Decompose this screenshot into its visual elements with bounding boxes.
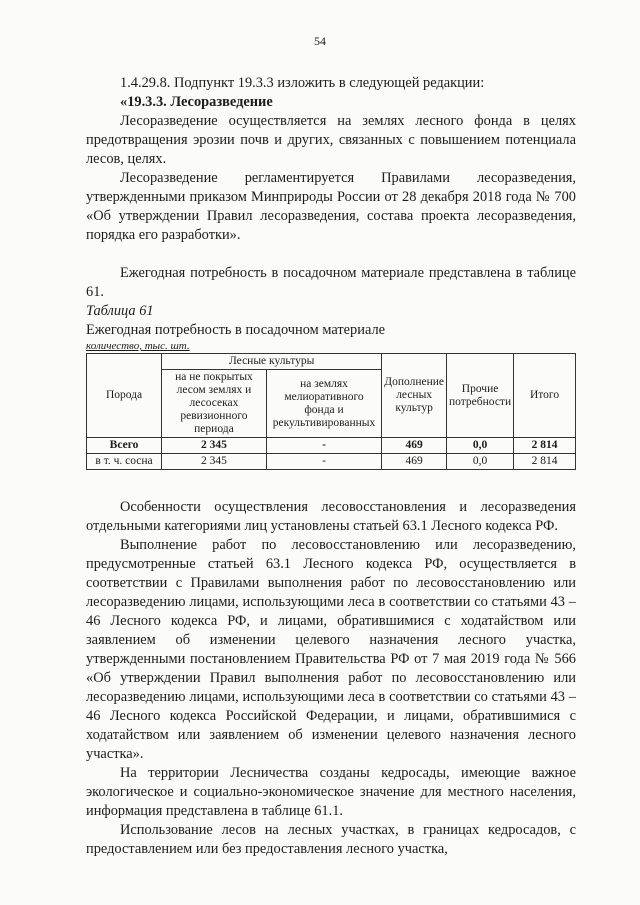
cell-breed: Всего bbox=[87, 438, 162, 454]
paragraph: Лесоразведение осуществляется на землях лесного фонда в целях предотвращения эрозии почв и других, связанных с повышением потенциала лесов, целях. bbox=[86, 113, 576, 167]
table-row bbox=[87, 454, 576, 470]
table-units: количество, тыс. шт. bbox=[86, 340, 190, 352]
table-label: Таблица 61 bbox=[86, 303, 154, 319]
cell-uncovered: 2 345 bbox=[162, 454, 267, 470]
header-breed: Порода bbox=[87, 354, 162, 438]
header-other: Прочие потребности bbox=[447, 354, 514, 438]
cell-other: 0,0 bbox=[447, 454, 514, 470]
header-additional: Дополнение лесных культур bbox=[382, 354, 447, 438]
table-row bbox=[87, 438, 576, 454]
amendment-line: 1.4.29.8. Подпункт 19.3.3 изложить в следующей редакции: bbox=[120, 75, 485, 91]
cell-reclaimed: - bbox=[266, 438, 381, 454]
header-reclaimed: на землях мелиоративного фонда и рекультивированных bbox=[266, 370, 381, 438]
table-title: Ежегодная потребность в посадочном материале bbox=[86, 322, 386, 338]
cell-breed: в т. ч. сосна bbox=[87, 454, 162, 470]
seedling-demand-table bbox=[86, 353, 576, 470]
cell-reclaimed: - bbox=[266, 454, 381, 470]
cell-total: 2 814 bbox=[514, 454, 576, 470]
cell-total: 2 814 bbox=[514, 438, 576, 454]
paragraph: Использование лесов на лесных участках, в границах кедросадов, с предоставлением или без предоставления лесного участка, bbox=[86, 822, 576, 857]
header-uncovered: на не покрытых лесом землях и лесосеках ревизионного периода bbox=[162, 370, 267, 438]
header-total: Итого bbox=[514, 354, 576, 438]
section-heading: «19.3.3. Лесоразведение bbox=[120, 94, 273, 110]
cell-additional: 469 bbox=[382, 438, 447, 454]
paragraph: На территории Лесничества созданы кедросады, имеющие важное экологическое и социально-экономическое значение для местного населения, информация представлена в таблице 61.1. bbox=[86, 765, 576, 819]
cell-additional: 469 bbox=[382, 454, 447, 470]
cell-uncovered: 2 345 bbox=[162, 438, 267, 454]
paragraph: Особенности осуществления лесовосстановления и лесоразведения отдельными категориями лиц установлены статьей 63.1 Лесного кодекса РФ. bbox=[86, 499, 576, 534]
cell-other: 0,0 bbox=[447, 438, 514, 454]
header-forest-crops: Лесные культуры bbox=[162, 354, 382, 370]
paragraph: Лесоразведение регламентируется Правилами лесоразведения, утвержденными приказом Минприроды России от 28 декабря 2018 года № 700 «Об утверждении Правил лесоразведения, состава проекта лесоразведения, порядка его разработки». bbox=[86, 170, 576, 243]
paragraph: Ежегодная потребность в посадочном материале представлена в таблице 61. bbox=[86, 265, 576, 300]
page-number: 54 bbox=[314, 34, 326, 48]
document-body bbox=[86, 74, 576, 859]
paragraph: Выполнение работ по лесовосстановлению или лесоразведению, предусмотренные статьей 63.1 Лесного кодекса РФ, осуществляется в соответствии с Правилами выполнения работ по лесовосстановлению или лесоразведению лицами, использующими леса в соответствии со статьями 43 – 46 Лесного кодекса РФ, и лицами, обратившимися с ходатайством или заявлением об изменении целевого назначения лесного участка, утвержденными постановлением Правительства РФ от 7 мая 2019 года № 566 «Об утверждении Правил выполнения работ по лесовосстановлению или лесоразведению лицами, использующими леса в соответствии со статьями 43 – 46 Лесного кодекса Российской Федерации, и лицами, обратившимися с ходатайством или заявлением об изменении целевого назначения лесного участка». bbox=[86, 537, 576, 762]
